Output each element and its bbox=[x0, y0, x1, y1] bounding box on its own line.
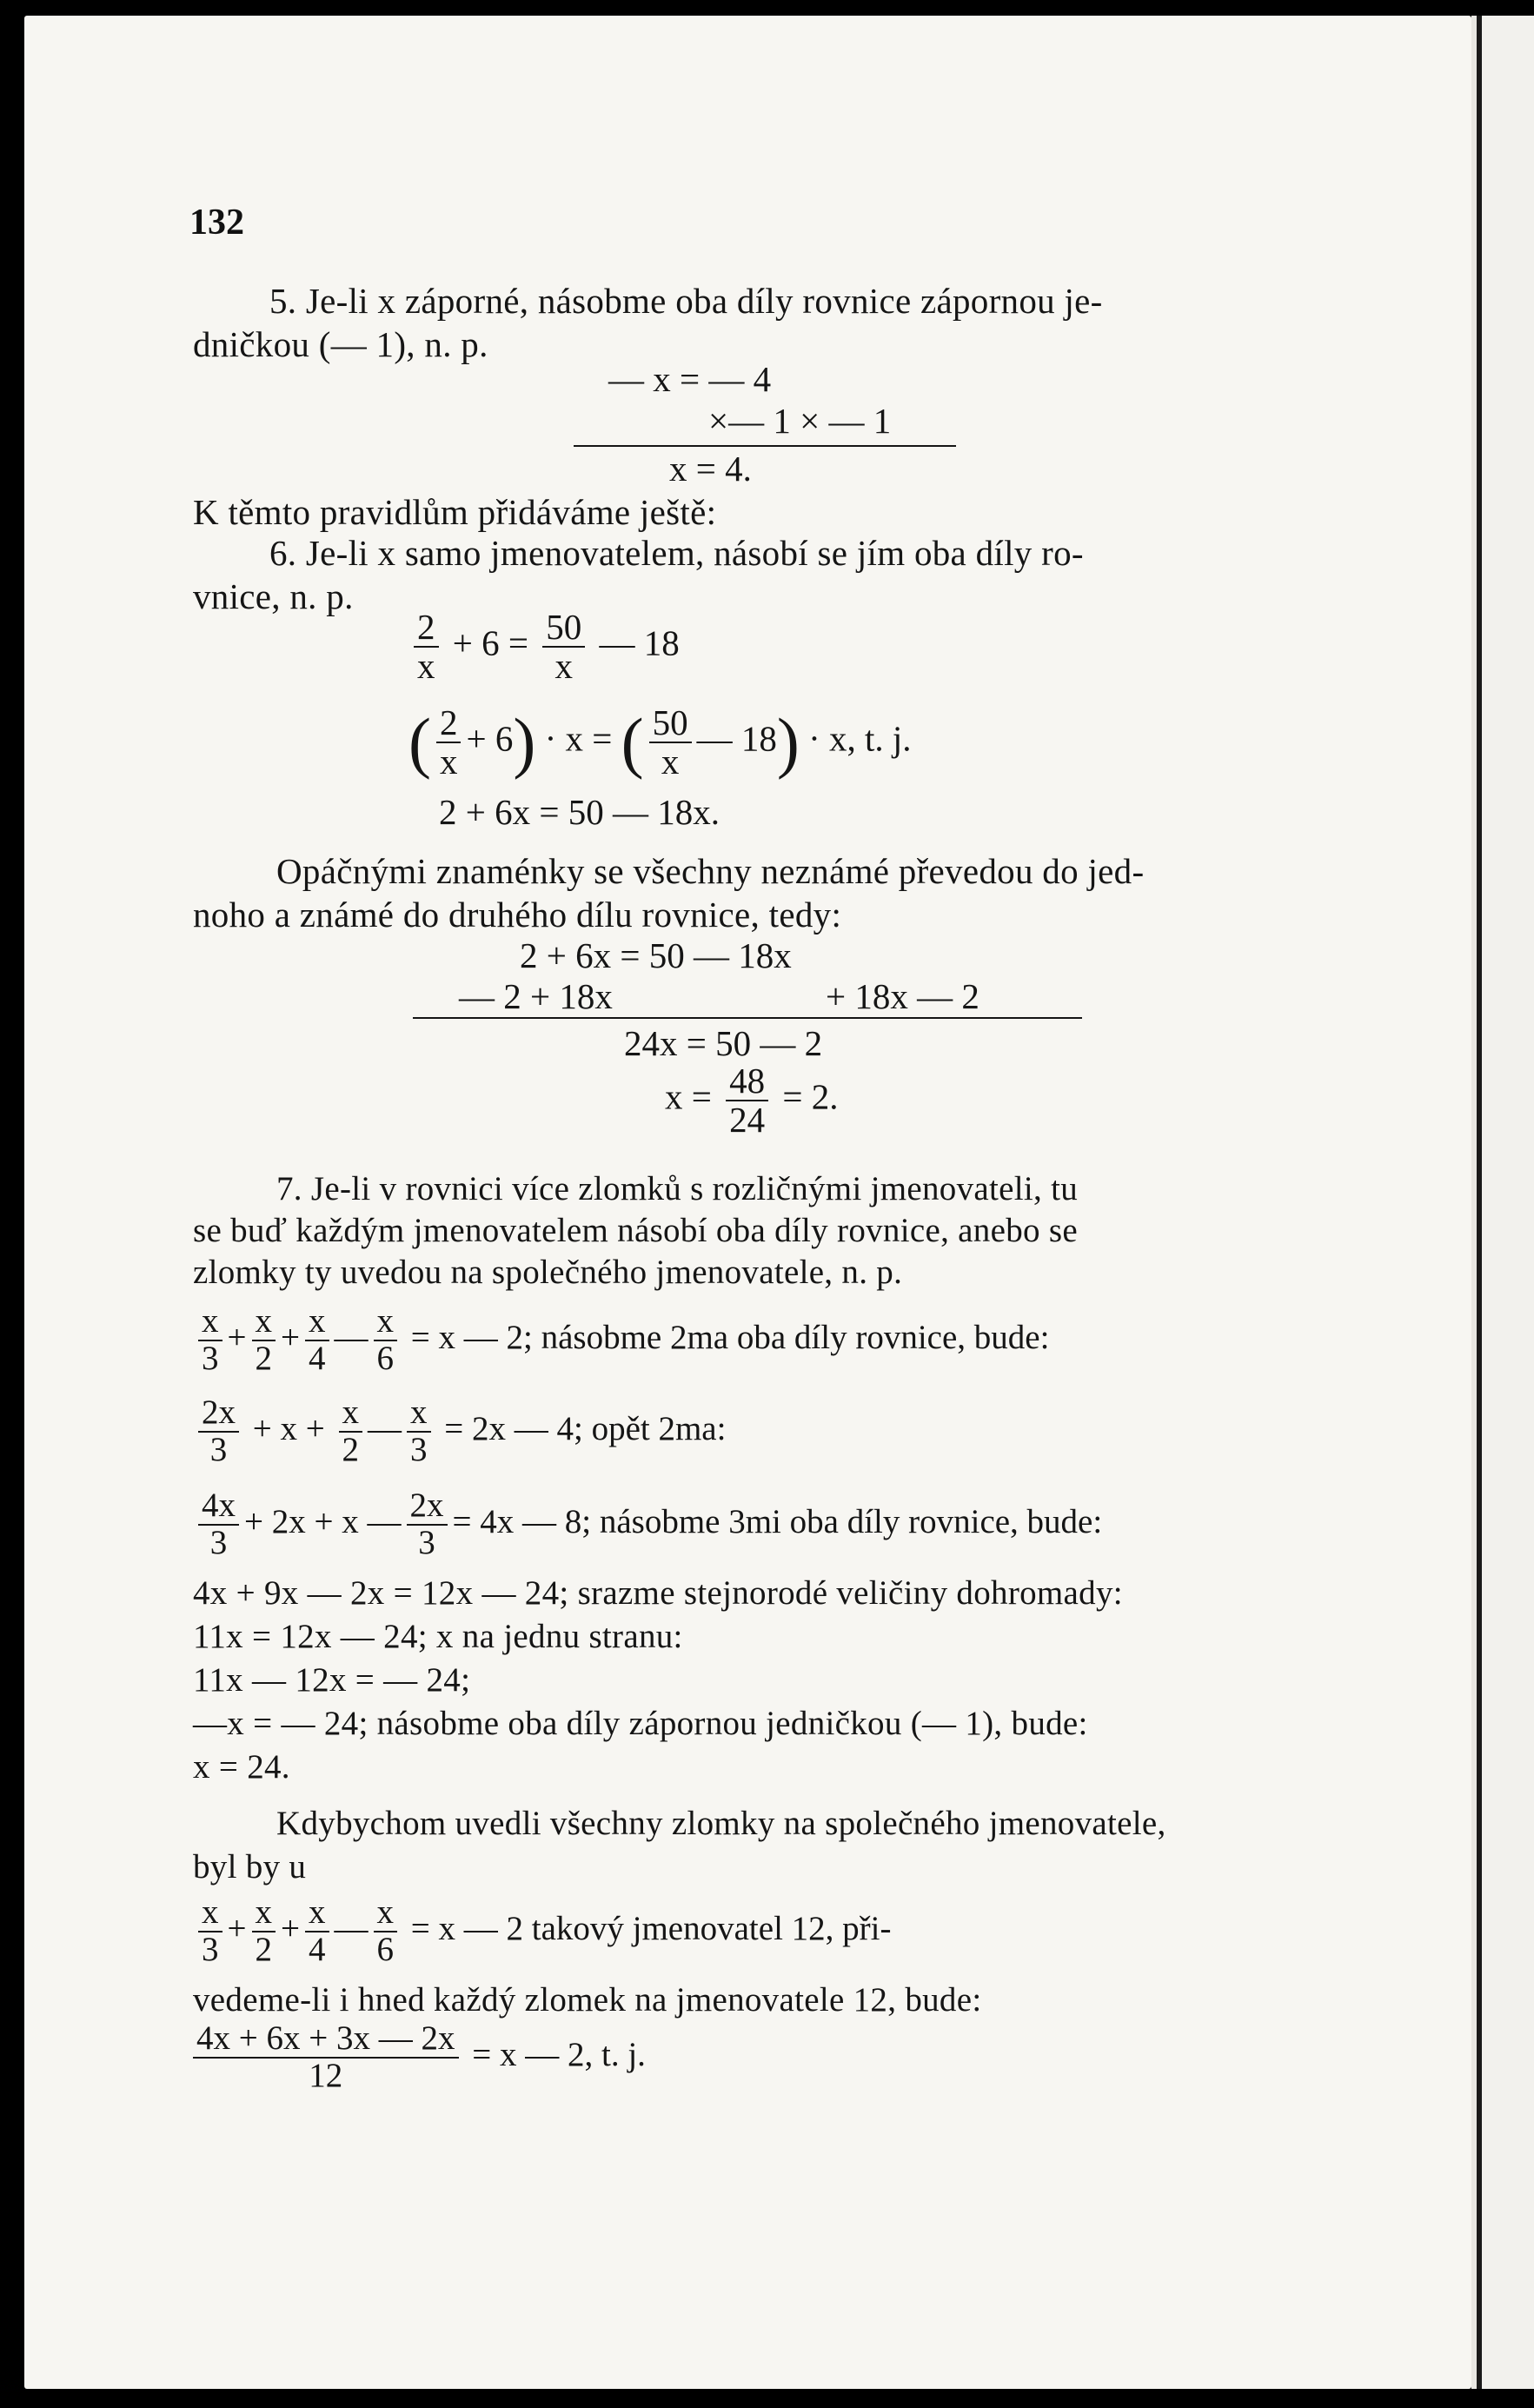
rule5-eq-3: x = 4. bbox=[669, 449, 752, 489]
signs-eq-3: 24x = 50 — 2 bbox=[624, 1023, 823, 1063]
rule5-eq-1: — x = — 4 bbox=[608, 359, 772, 399]
fraction: $\frac{x}{3}$ bbox=[198, 1304, 222, 1377]
common-line-4: vedeme-li i hned každý zlomek na jmenovatele 12, bude: bbox=[193, 1981, 982, 2019]
fraction: $\frac{x}{2}$ bbox=[252, 1304, 276, 1377]
rule5-line-2: dničkou (— 1), n. p. bbox=[193, 324, 488, 364]
fraction: $\frac{50}{x}$ bbox=[542, 609, 585, 685]
rule6-eq-3: 2 + 6x = 50 — 18x. bbox=[439, 792, 720, 832]
rule7-eq-2: $\frac{2x}{3}$ + x + $\frac{x}{2}$ — $\frac{x}{3}$ = 2x — 4; opět 2ma: bbox=[193, 1395, 726, 1468]
common-line-1: Kdybychom uvedli všechny zlomky na společného jmenovatele, bbox=[276, 1805, 1166, 1842]
rule7-line-8: x = 24. bbox=[193, 1748, 290, 1786]
rule5-eq-2: ×— 1 × — 1 bbox=[708, 401, 892, 441]
page-number: 132 bbox=[189, 203, 244, 243]
rule5-line-1: 5. Je-li x záporné, násobme oba díly rovnice zápornou je- bbox=[269, 281, 1103, 321]
signs-eq-2b: + 18x — 2 bbox=[826, 976, 980, 1016]
rule7-line-1: 7. Je-li v rovnici více zlomků s rozličnými jmenovateli, tu bbox=[276, 1170, 1079, 1207]
intro-rule6: K těmto pravidlům přidáváme ještě: bbox=[193, 492, 717, 532]
rule7-line-6: 11x — 12x = — 24; bbox=[193, 1661, 471, 1699]
next-page-strip bbox=[1482, 16, 1534, 2389]
fraction: $\frac{4x + 6x + 3x — 2x}{12}$ bbox=[193, 2021, 459, 2094]
fraction: $\frac{2x}{3}$ bbox=[407, 1488, 448, 1561]
rule7-line-4: 4x + 9x — 2x = 12x — 24; srazme stejnorodé veličiny dohromady: bbox=[193, 1574, 1123, 1612]
fraction: $\frac{x}{6}$ bbox=[374, 1304, 398, 1377]
signs-eq-4: x = $\frac{48}{24}$ = 2. bbox=[665, 1061, 839, 1141]
fraction: $\frac{x}{4}$ bbox=[305, 1304, 329, 1377]
fraction: $\frac{2}{x}$ bbox=[414, 609, 439, 685]
rule7-line-5: 11x = 12x — 24; x na jednu stranu: bbox=[193, 1618, 683, 1655]
fraction: $\frac{x}{4}$ bbox=[305, 1895, 329, 1968]
rule7-line-2: se buď každým jmenovatelem násobí oba díly rovnice, anebo se bbox=[193, 1212, 1078, 1249]
fraction: $\frac{x}{2}$ bbox=[339, 1395, 363, 1468]
common-eq-1: $\frac{x}{3}$ + $\frac{x}{2}$ + $\frac{x}{4}$ — $\frac{x}{6}$ = x — 2 takový jmenovatel 12, při- bbox=[193, 1895, 891, 1968]
fraction: $\frac{x}{3}$ bbox=[198, 1895, 222, 1968]
rule7-line-3: zlomky ty uvedou na společného jmenovatele, n. p. bbox=[193, 1254, 903, 1291]
rule7-eq-1: $\frac{x}{3}$ + $\frac{x}{2}$ + $\frac{x}{4}$ — $\frac{x}{6}$ = x — 2; násobme 2ma oba díly rovnice, bude: bbox=[193, 1304, 1049, 1377]
fraction: $\frac{x}{3}$ bbox=[407, 1395, 431, 1468]
rule6-eq-2: ( $\frac{2}{x}$ + 6) · x = ( $\frac{50}{x}$ — 18) · x, t. j. bbox=[408, 702, 912, 782]
fraction: $\frac{4x}{3}$ bbox=[198, 1488, 239, 1561]
fraction: $\frac{x}{2}$ bbox=[252, 1895, 276, 1968]
rule6-line-1: 6. Je-li x samo jmenovatelem, násobí se jím oba díly ro- bbox=[269, 533, 1084, 573]
rule6-eq-1: $\frac{2}{x}$ + 6 = $\frac{50}{x}$ — 18 bbox=[408, 609, 680, 685]
common-line-2: byl by u bbox=[193, 1848, 307, 1886]
rule7-line-7: —x = — 24; násobme oba díly zápornou jedničkou (— 1), bude: bbox=[193, 1705, 1088, 1742]
signs-line-2: noho a známé do druhého dílu rovnice, tedy: bbox=[193, 895, 842, 935]
common-eq-2: $\frac{4x + 6x + 3x — 2x}{12}$ = x — 2, t. j. bbox=[193, 2021, 646, 2094]
fraction: $\frac{50}{x}$ bbox=[649, 704, 692, 781]
fraction: $\frac{2x}{3}$ bbox=[198, 1395, 239, 1468]
signs-eq-2a: — 2 + 18x bbox=[459, 976, 613, 1016]
signs-eq-1: 2 + 6x = 50 — 18x bbox=[520, 935, 792, 975]
rule7-eq-3: $\frac{4x}{3}$ + 2x + x — $\frac{2x}{3}$ = 4x — 8; násobme 3mi oba díly rovnice, bude: bbox=[193, 1488, 1102, 1561]
rule6-line-2: vnice, n. p. bbox=[193, 576, 354, 616]
signs-divider bbox=[413, 1017, 1082, 1019]
fraction: $\frac{48}{24}$ bbox=[726, 1062, 768, 1139]
fraction: $\frac{x}{6}$ bbox=[374, 1895, 398, 1968]
rule5-divider bbox=[574, 445, 956, 447]
fraction: $\frac{2}{x}$ bbox=[436, 704, 462, 781]
signs-line-1: Opáčnými znaménky se všechny neznámé převedou do jed- bbox=[276, 851, 1145, 891]
